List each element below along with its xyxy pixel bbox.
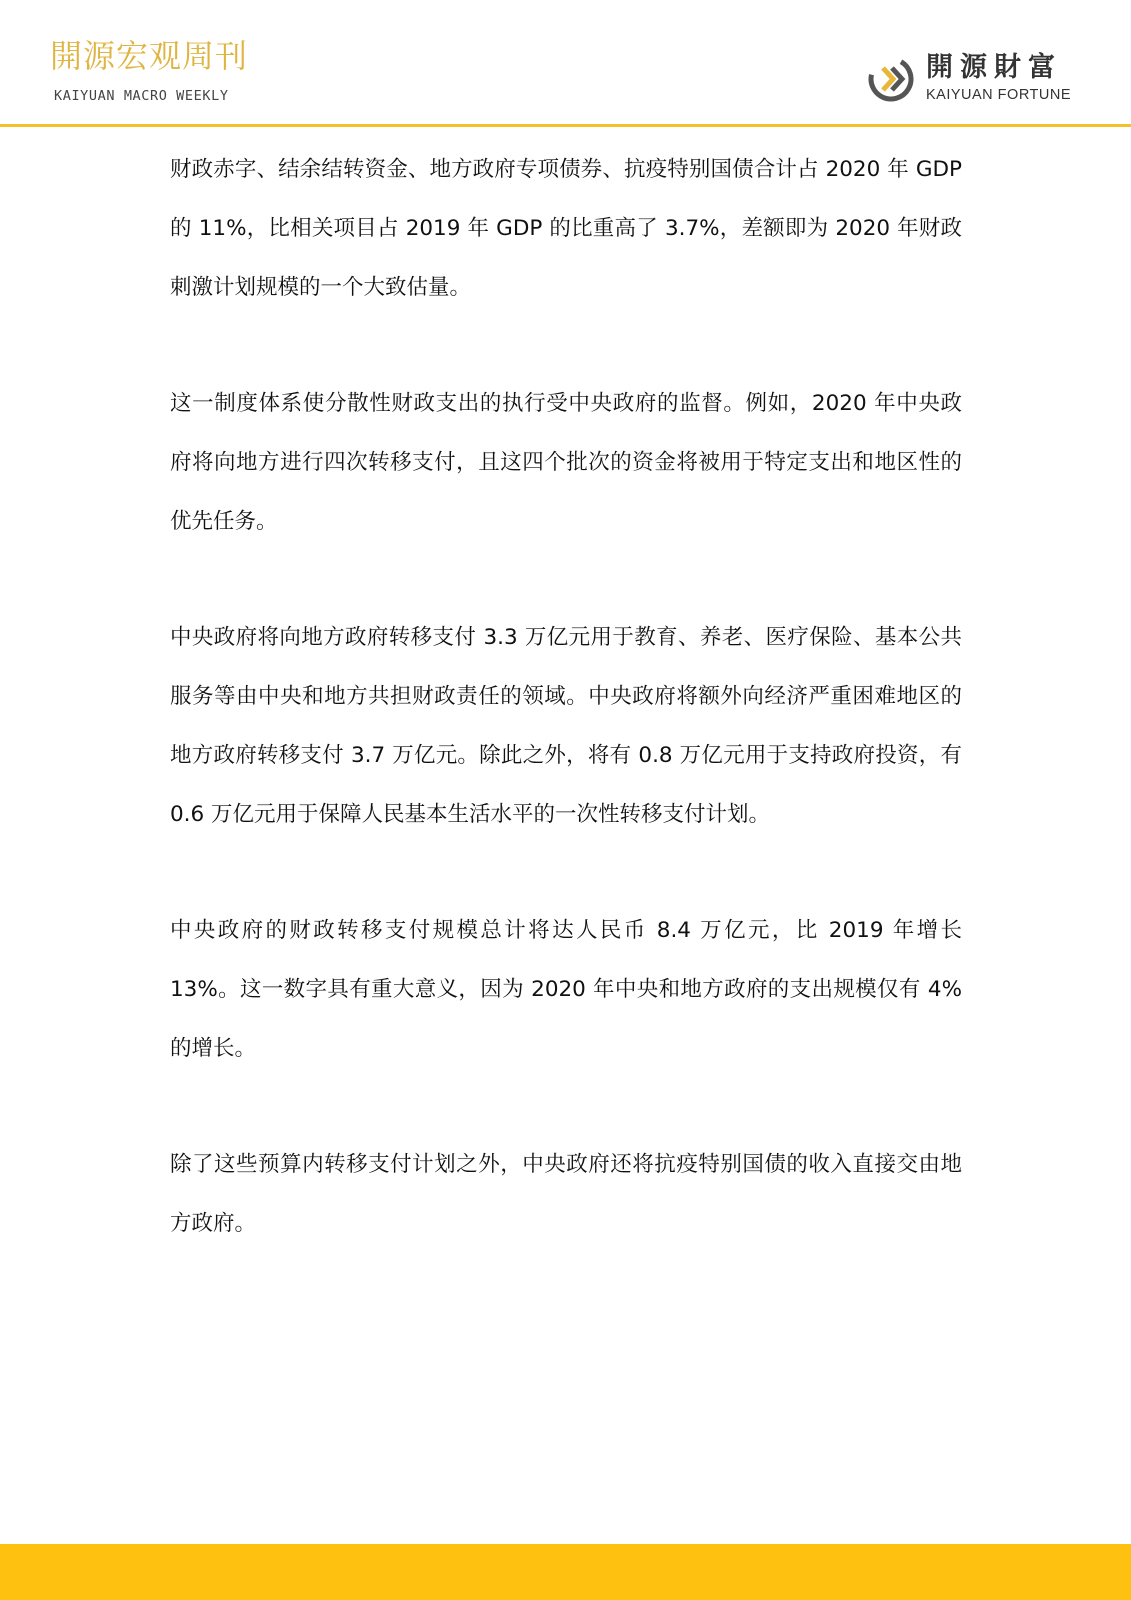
paragraph: 中央政府将向地方政府转移支付 3.3 万亿元用于教育、养老、医疗保险、基本公共服务等由中央和地方共担财政责任的领域。中央政府将额外向经济严重困难地区的地方政府转移支付 3.7 万亿元。除此之外，将有 0.8 万亿元用于支持政府投资，有 0.6 万亿元用于保障人民基本生活水平的一次性转移支付计划。	[170, 625, 962, 827]
header-divider	[0, 124, 1131, 127]
paragraph: 中央政府的财政转移支付规模总计将达人民币 8.4 万亿元，比 2019 年增长 13%。这一数字具有重大意义，因为 2020 年中央和地方政府的支出规模仅有 4%的增长。	[170, 918, 962, 1061]
kaiyuan-fortune-logo-icon	[866, 54, 916, 104]
kaiyuan-fortune-logo	[866, 54, 1096, 110]
paragraph: 这一制度体系使分散性财政支出的执行受中央政府的监督。例如，2020 年中央政府将向地方进行四次转移支付，且这四个批次的资金将被用于特定支出和地区性的优先任务。	[170, 391, 962, 534]
article-body	[170, 140, 962, 1310]
logo-english-name: KAIYUAN FORTUNE	[926, 87, 1072, 103]
paragraph: 除了这些预算内转移支付计划之外，中央政府还将抗疫特别国债的收入直接交由地方政府。	[170, 1152, 962, 1236]
page-header	[0, 0, 1131, 126]
footer-bar	[0, 1544, 1131, 1600]
logo-chinese-name: 開源財富	[926, 52, 1062, 83]
paragraph: 财政赤字、结余结转资金、地方政府专项债券、抗疫特别国债合计占 2020 年 GDP 的 11%，比相关项目占 2019 年 GDP 的比重高了 3.7%，差额即为 2020 年财政刺激计划规模的一个大致估量。	[170, 157, 962, 300]
brand-title: 開源宏观周刊	[50, 37, 249, 75]
brand-subtitle: KAIYUAN MACRO WEEKLY	[54, 88, 229, 104]
